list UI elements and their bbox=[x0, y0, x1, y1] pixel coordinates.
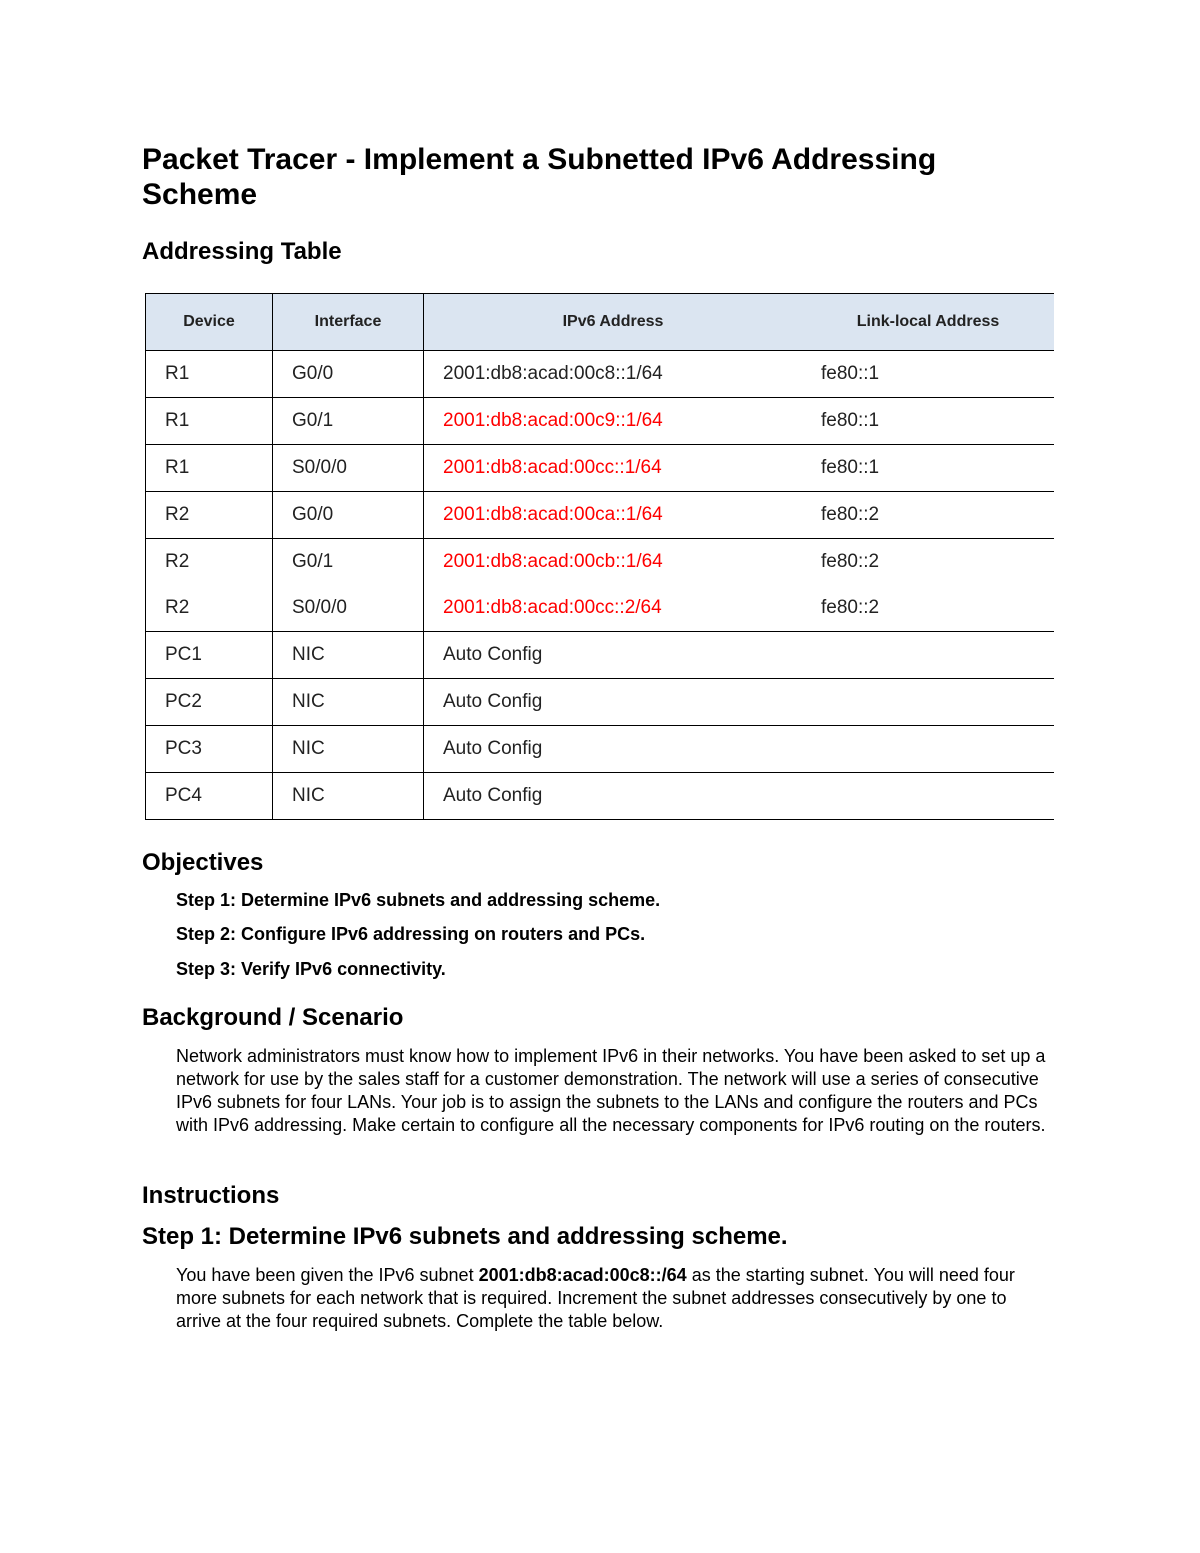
cell-link-local: fe80::2 bbox=[802, 539, 1054, 586]
objective-step-1: Step 1: Determine IPv6 subnets and addressing scheme. bbox=[176, 890, 661, 910]
objective-step-3: Step 3: Verify IPv6 connectivity. bbox=[176, 959, 446, 979]
cell-device: R2 bbox=[146, 492, 273, 539]
cell-ipv6-address: Auto Config bbox=[424, 773, 803, 820]
cell-ipv6-address: 2001:db8:acad:00cb::1/64 bbox=[424, 539, 803, 586]
cell-device: PC1 bbox=[146, 632, 273, 679]
table-row bbox=[146, 445, 1055, 492]
cell-link-local: fe80::1 bbox=[802, 351, 1054, 398]
table-row bbox=[146, 398, 1055, 445]
addressing-table bbox=[145, 293, 1054, 820]
cell-device: R2 bbox=[146, 539, 273, 586]
cell-ipv6-address: 2001:db8:acad:00c8::1/64 bbox=[424, 351, 803, 398]
cell-interface: G0/1 bbox=[273, 398, 424, 445]
table-row bbox=[146, 585, 1055, 632]
cell-link-local bbox=[802, 773, 1054, 820]
cell-device: PC2 bbox=[146, 679, 273, 726]
cell-device: R1 bbox=[146, 445, 273, 492]
step1-text-a: You have been given the IPv6 subnet bbox=[176, 1265, 479, 1285]
cell-device: PC3 bbox=[146, 726, 273, 773]
cell-ipv6-address: Auto Config bbox=[424, 679, 803, 726]
cell-link-local bbox=[802, 632, 1054, 679]
objective-step-2: Step 2: Configure IPv6 addressing on routers and PCs. bbox=[176, 924, 646, 944]
cell-link-local: fe80::1 bbox=[802, 445, 1054, 492]
instructions-heading: Instructions bbox=[142, 1182, 280, 1209]
cell-interface: NIC bbox=[273, 726, 424, 773]
cell-device: R1 bbox=[146, 398, 273, 445]
page-title: Packet Tracer - Implement a Subnetted IPv6 Addressing Scheme bbox=[142, 143, 937, 211]
cell-interface: G0/0 bbox=[273, 492, 424, 539]
table-row bbox=[146, 492, 1055, 539]
table-row bbox=[146, 773, 1055, 820]
cell-ipv6-address: 2001:db8:acad:00ca::1/64 bbox=[424, 492, 803, 539]
cell-interface: G0/1 bbox=[273, 539, 424, 586]
cell-device: R1 bbox=[146, 351, 273, 398]
cell-link-local: fe80::2 bbox=[802, 492, 1054, 539]
cell-device: PC4 bbox=[146, 773, 273, 820]
cell-interface: NIC bbox=[273, 773, 424, 820]
header-link-local: Link-local Address bbox=[802, 294, 1054, 351]
table-row bbox=[146, 679, 1055, 726]
table-header-row bbox=[146, 294, 1055, 351]
cell-ipv6-address: 2001:db8:acad:00cc::2/64 bbox=[424, 585, 803, 632]
background-heading: Background / Scenario bbox=[142, 1004, 404, 1031]
table-row bbox=[146, 351, 1055, 398]
cell-device: R2 bbox=[146, 585, 273, 632]
cell-ipv6-address: 2001:db8:acad:00cc::1/64 bbox=[424, 445, 803, 492]
starting-subnet: 2001:db8:acad:00c8::/64 bbox=[478, 1265, 687, 1285]
cell-link-local bbox=[802, 726, 1054, 773]
step1-text-b: as the starting subnet. You will need four more subnets for each network that is required. Increment the subnet addresses consecutively by one to arrive at the four required subnets. Complete the table below. bbox=[176, 1265, 1015, 1331]
cell-ipv6-address: 2001:db8:acad:00c9::1/64 bbox=[424, 398, 803, 445]
cell-link-local bbox=[802, 679, 1054, 726]
cell-ipv6-address: Auto Config bbox=[424, 632, 803, 679]
header-ipv6-address: IPv6 Address bbox=[424, 294, 803, 351]
step1-heading: Step 1: Determine IPv6 subnets and addressing scheme. bbox=[142, 1223, 788, 1250]
cell-link-local: fe80::1 bbox=[802, 398, 1054, 445]
cell-interface: S0/0/0 bbox=[273, 585, 424, 632]
step1-text bbox=[176, 1264, 1056, 1333]
cell-link-local: fe80::2 bbox=[821, 597, 880, 618]
header-device: Device bbox=[146, 294, 273, 351]
cell-interface: NIC bbox=[273, 632, 424, 679]
table-row bbox=[146, 726, 1055, 773]
header-interface: Interface bbox=[273, 294, 424, 351]
table-row bbox=[146, 539, 1055, 586]
cell-interface: NIC bbox=[273, 679, 424, 726]
cell-interface: S0/0/0 bbox=[273, 445, 424, 492]
addressing-table-heading: Addressing Table bbox=[142, 238, 342, 265]
cell-interface: G0/0 bbox=[273, 351, 424, 398]
table-row bbox=[146, 632, 1055, 679]
background-text: Network administrators must know how to implement IPv6 in their networks. You have been asked to set up a network for use by the sales staff for a customer demonstration. The network will use a series of consecutive IPv6 subnets for four LANs. Your job is to assign the subnets to the LANs and configure the routers and PCs with IPv6 addressing. Make certain to configure all the necessary components for IPv6 routing on the routers. bbox=[176, 1046, 1046, 1135]
cell-ipv6-address: Auto Config bbox=[424, 726, 803, 773]
objectives-heading: Objectives bbox=[142, 849, 264, 876]
